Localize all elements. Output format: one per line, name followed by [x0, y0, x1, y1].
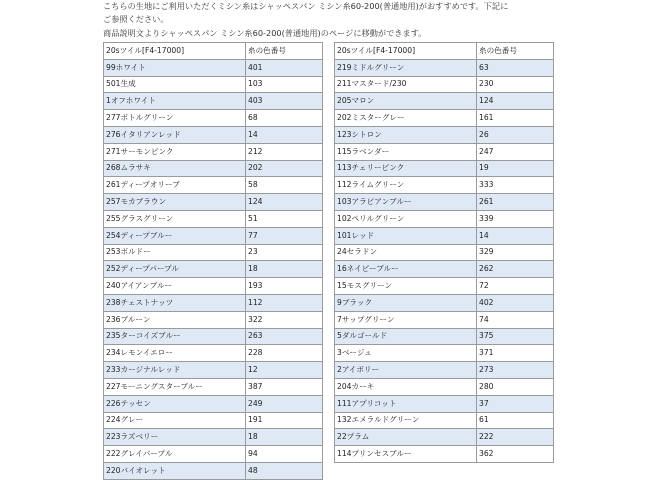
fabric-color-cell: 99ホワイト [104, 59, 246, 76]
table-row [335, 110, 554, 127]
table-row [104, 328, 323, 345]
table-row [335, 227, 554, 244]
thread-number-cell: 103 [246, 76, 323, 93]
table-row [104, 143, 323, 160]
table-row [335, 244, 554, 261]
table-row [335, 59, 554, 76]
fabric-color-cell: 227モーニングスターブルー [104, 378, 246, 395]
table-row [104, 395, 323, 412]
thread-number-cell: 12 [246, 362, 323, 379]
fabric-color-cell: 271サーモンピンク [104, 143, 246, 160]
fabric-color-cell: 234レモンイエロー [104, 345, 246, 362]
fabric-color-cell: 222グレイパープル [104, 446, 246, 463]
fabric-color-cell: 16ネイビーブルー [335, 261, 477, 278]
table-row [335, 261, 554, 278]
column-header-fabric: 20sツイル[F4-17000] [104, 43, 246, 60]
table-row [104, 227, 323, 244]
thread-number-cell: 18 [246, 429, 323, 446]
fabric-color-cell: 132エメラルドグリーン [335, 412, 477, 429]
fabric-color-cell: 2アイボリー [335, 362, 477, 379]
table-row [104, 378, 323, 395]
thread-number-cell: 63 [477, 59, 554, 76]
table-row [104, 345, 323, 362]
fabric-color-cell: 276イタリアンレッド [104, 126, 246, 143]
thread-number-cell: 23 [246, 244, 323, 261]
table-row [335, 362, 554, 379]
table-row [335, 278, 554, 295]
thread-number-cell: 193 [246, 278, 323, 295]
thread-color-table-right [334, 42, 554, 463]
fabric-color-cell: 226テッセン [104, 395, 246, 412]
fabric-color-cell: 112ライムグリーン [335, 177, 477, 194]
fabric-color-cell: 102ペリルグリーン [335, 210, 477, 227]
fabric-color-cell: 236ブルーン [104, 311, 246, 328]
fabric-color-cell: 277ボトルグリーン [104, 110, 246, 127]
thread-number-cell: 18 [246, 261, 323, 278]
fabric-color-cell: 205マロン [335, 93, 477, 110]
fabric-color-cell: 501生成 [104, 76, 246, 93]
fabric-color-cell: 101レッド [335, 227, 477, 244]
table-row [335, 311, 554, 328]
table-row [335, 328, 554, 345]
table-row [104, 194, 323, 211]
table-row [335, 160, 554, 177]
column-header-fabric: 20sツイル[F4-17000] [335, 43, 477, 60]
thread-number-cell: 51 [246, 210, 323, 227]
table-row [335, 126, 554, 143]
table-row [104, 126, 323, 143]
thread-number-cell: 14 [477, 227, 554, 244]
thread-number-cell: 329 [477, 244, 554, 261]
table-row [335, 429, 554, 446]
fabric-color-cell: 24セラドン [335, 244, 477, 261]
thread-number-cell: 339 [477, 210, 554, 227]
thread-number-cell: 77 [246, 227, 323, 244]
table-row [335, 143, 554, 160]
thread-number-cell: 387 [246, 378, 323, 395]
thread-number-cell: 262 [477, 261, 554, 278]
fabric-color-cell: 257モカブラウン [104, 194, 246, 211]
fabric-color-cell: 255グラスグリーン [104, 210, 246, 227]
fabric-color-cell: 115ラベンダー [335, 143, 477, 160]
table-row [335, 194, 554, 211]
thread-number-cell: 247 [477, 143, 554, 160]
thread-number-cell: 280 [477, 378, 554, 395]
table-row [104, 59, 323, 76]
fabric-color-cell: 268ムラサキ [104, 160, 246, 177]
table-row [335, 294, 554, 311]
thread-number-cell: 37 [477, 395, 554, 412]
fabric-color-cell: 211マスタード/230 [335, 76, 477, 93]
intro-text [103, 0, 643, 25]
table-row [104, 76, 323, 93]
table-row [104, 446, 323, 463]
thread-number-cell: 230 [477, 76, 554, 93]
table-row [335, 210, 554, 227]
intro-line-1: こちらの生地にご利用いただくミシン糸はシャッペスパン ミシン糸60-200(普通地用)がおすすめです。下記に [103, 1, 509, 11]
table-row [104, 110, 323, 127]
table-row [104, 261, 323, 278]
table-row [335, 93, 554, 110]
column-header-thread-number: 糸の色番号 [477, 43, 554, 60]
fabric-color-cell: 103アラビアンブルー [335, 194, 477, 211]
fabric-color-cell: 9ブラック [335, 294, 477, 311]
column-header-thread-number: 糸の色番号 [246, 43, 323, 60]
fabric-color-cell: 240アイアンブルー [104, 278, 246, 295]
table-row [104, 429, 323, 446]
thread-number-cell: 249 [246, 395, 323, 412]
thread-number-cell: 322 [246, 311, 323, 328]
thread-number-cell: 222 [477, 429, 554, 446]
fabric-color-cell: 22プラム [335, 429, 477, 446]
fabric-color-cell: 7サップグリーン [335, 311, 477, 328]
fabric-color-cell: 202ミスターグレー [335, 110, 477, 127]
thread-number-cell: 72 [477, 278, 554, 295]
table-row [335, 177, 554, 194]
fabric-color-cell: 261ディープオリーブ [104, 177, 246, 194]
thread-number-cell: 124 [246, 194, 323, 211]
fabric-color-cell: 233カージナルレッド [104, 362, 246, 379]
thread-color-table-left [103, 42, 323, 480]
thread-number-cell: 263 [246, 328, 323, 345]
table-row [335, 412, 554, 429]
fabric-color-cell: 5ダルゴールド [335, 328, 477, 345]
fabric-color-cell: 253ボルドー [104, 244, 246, 261]
fabric-color-cell: 219ミドルグリーン [335, 59, 477, 76]
thread-number-cell: 401 [246, 59, 323, 76]
thread-number-cell: 191 [246, 412, 323, 429]
thread-number-cell: 403 [246, 93, 323, 110]
fabric-color-cell: 1オフホワイト [104, 93, 246, 110]
thread-number-cell: 333 [477, 177, 554, 194]
fabric-color-cell: 254ディープブルー [104, 227, 246, 244]
table-row [335, 395, 554, 412]
fabric-color-cell: 113チェリーピンク [335, 160, 477, 177]
thread-number-cell: 161 [477, 110, 554, 127]
thread-number-cell: 273 [477, 362, 554, 379]
table-row [335, 446, 554, 463]
thread-number-cell: 14 [246, 126, 323, 143]
thread-number-cell: 228 [246, 345, 323, 362]
table-row [104, 311, 323, 328]
table-row [104, 412, 323, 429]
thread-number-cell: 371 [477, 345, 554, 362]
thread-number-cell: 68 [246, 110, 323, 127]
fabric-color-cell: 123シトロン [335, 126, 477, 143]
thread-number-cell: 362 [477, 446, 554, 463]
thread-number-cell: 26 [477, 126, 554, 143]
thread-number-cell: 61 [477, 412, 554, 429]
table-row [104, 210, 323, 227]
fabric-color-cell: 223ラズベリー [104, 429, 246, 446]
thread-number-cell: 261 [477, 194, 554, 211]
fabric-color-cell: 252ディープパープル [104, 261, 246, 278]
thread-number-cell: 212 [246, 143, 323, 160]
table-row [104, 177, 323, 194]
table-row [104, 462, 323, 479]
fabric-color-cell: 238チェストナッツ [104, 294, 246, 311]
table-row [335, 345, 554, 362]
thread-number-cell: 74 [477, 311, 554, 328]
thread-number-cell: 402 [477, 294, 554, 311]
fabric-color-cell: 204カーキ [335, 378, 477, 395]
table-row [104, 160, 323, 177]
table-header-row [104, 43, 323, 60]
fabric-color-cell: 111アプリコット [335, 395, 477, 412]
table-row [104, 244, 323, 261]
fabric-color-cell: 235ターコイズブルー [104, 328, 246, 345]
table-row [104, 362, 323, 379]
fabric-color-cell: 224グレー [104, 412, 246, 429]
fabric-color-cell: 3ベージュ [335, 345, 477, 362]
thread-number-cell: 375 [477, 328, 554, 345]
table-row [104, 294, 323, 311]
thread-number-cell: 112 [246, 294, 323, 311]
product-description-link[interactable]: 商品説明文よりシャッペスパン ミシン糸60-200(普通地用)のページに移動ができます。 [103, 28, 427, 38]
table-row [104, 278, 323, 295]
thread-number-cell: 94 [246, 446, 323, 463]
table-row [104, 93, 323, 110]
table-row [335, 76, 554, 93]
table-header-row [335, 43, 554, 60]
thread-number-cell: 58 [246, 177, 323, 194]
table-row [335, 378, 554, 395]
thread-number-cell: 202 [246, 160, 323, 177]
thread-number-cell: 124 [477, 93, 554, 110]
intro-line-2: ご参照ください。 [103, 13, 169, 24]
fabric-color-cell: 114プリンセスブルー [335, 446, 477, 463]
thread-number-cell: 19 [477, 160, 554, 177]
thread-number-cell: 48 [246, 462, 323, 479]
fabric-color-cell: 15モスグリーン [335, 278, 477, 295]
fabric-color-cell: 220バイオレット [104, 462, 246, 479]
